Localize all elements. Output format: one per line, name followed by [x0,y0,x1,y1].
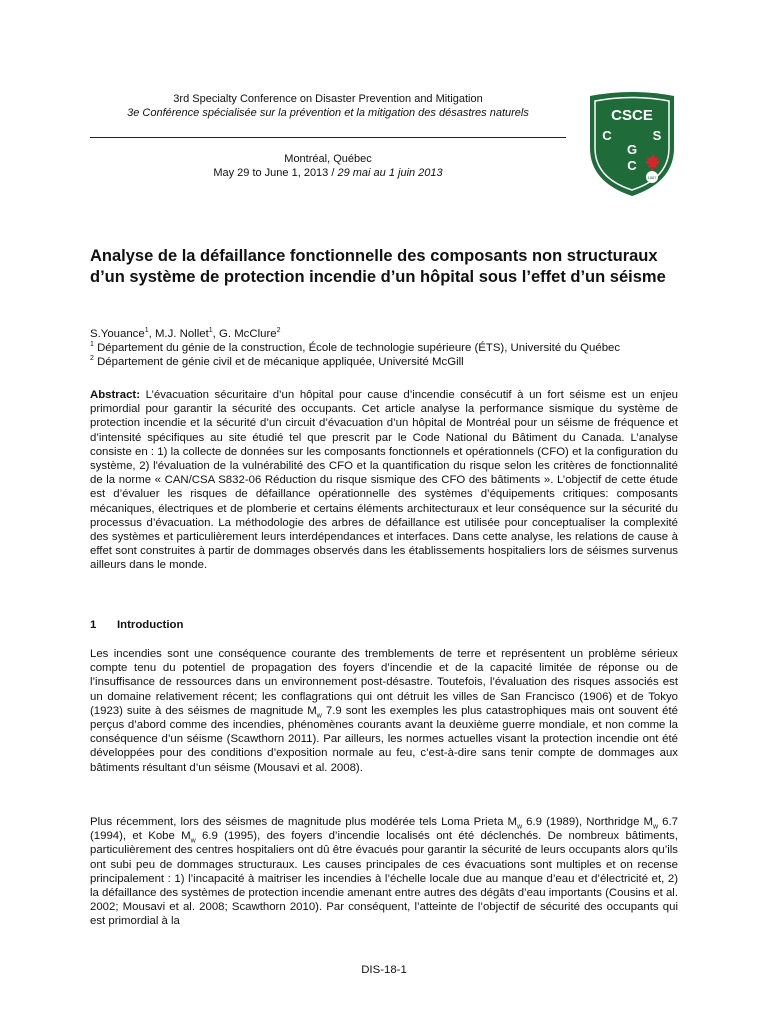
intro-paragraph-2 [90,815,678,929]
affiliation-line [90,341,690,355]
paragraph-text: 6.9 (1989), Northridge M [522,816,654,828]
paragraph-text: Les incendies sont une conséquence courante des tremblements de terre et représentent un problème sérieux compte tenu du potentiel de propagation des foyers d’incendie et de la capacité limitée de réponse ou de l’insuffisance de ressources dans un environnement post-désastre. Toutefois, l’évaluation des risques associés est un domaine relativement récent; les conflagrations qui ont détruit les villes de San Francisco (1906) et de Tokyo (1923) suite à des séismes de magnitude M [90,648,678,717]
subscript: w [316,712,322,720]
subscript: w [653,823,659,831]
author-affiliation-mark: 1 [208,327,213,335]
page-footer: DIS-18-1 [361,964,407,976]
affiliation-mark: 1 [90,341,94,349]
abstract-text: L’évacuation sécuritaire d’un hôpital pour cause d’incendie consécutif à un fort séisme est un enjeu primordial pour garantir la sécurité des occupants. Cet article analyse la performance sismique du système de protection incendie et la sécurité d’un circuit d’évacuation d’un hôpital de Montréal pour un séisme de fréquence et d’intensité spécifiques au site étudié tel que prescrit par le Code National du Bâtiment du Canada. L’analyse consiste en : 1) la collecte de données sur les composants fonctionnels et opérationnels (CFO) et la configuration du système, 2) l'évaluation de la vulnérabilité des CFO et la quantification du risque selon les critères de fonctionnalité de la norme « CAN/CSA S832-06 Réduction du risque sismique des CFO des bâtiments ». L’objectif de cette étude est d’évaluer les risques de défaillance opérationnelle des systèmes d’équipements critiques: composants mécaniques, électriques et de plomberie et certains éléments architecturaux et leur conséquence sur la sécurité du processus d’évacuation. La méthodologie des arbres de défaillance est utilisée pour conceptualiser la complexité des systèmes et particulièrement leurs interdépendances et interfaces. Dans cette analyse, les relations de cause à effet sont construites à partir de dommages observés dans les établissements hospitaliers lors de séismes survenus ailleurs dans le monde. [90,389,678,572]
affiliation-mark: 2 [90,355,94,363]
section-number: 1 [90,619,97,631]
author-list: S.Youance$^1$, M.J. Nollet$^1$, G. McClure$^2$ [90,327,281,340]
header-divider [90,137,566,138]
logo-left-letter: C [602,128,612,143]
logo-top-letters: CSCE [611,107,653,124]
subscript: w [517,823,523,831]
affiliation-text: Département du génie de la construction, École de technologie supérieure (ÉTS), Université du Québec [97,342,621,354]
conference-title-en: 3rd Specialty Conference on Disaster Prevention and Mitigation [173,93,483,105]
author-name: M.J. Nollet [154,328,209,340]
dates-fr: 29 mai au 1 juin 2013 [337,167,443,179]
logo-right-letter: S [652,128,662,143]
paragraph-text: Plus récemment, lors des séismes de magnitude plus modérée tels Loma Prieta M [90,816,517,828]
abstract [90,388,678,573]
paragraph-text: 6.7 (1994), et Kobe M [90,816,678,843]
author-affiliation-mark: 1 [144,327,149,335]
paragraph-text: 7.9 sont les exemples les plus catastrophiques mais ont souvent été perçus d’abord comme des incendies, phénomènes courants avant la deuxième guerre mondiale, et non comme la conséquence d’un séisme (Scawthorn 2011). Par ailleurs, les normes actuelles visant la protection incendie ont été développées pour des conditions d’exposition normale au feu, c’est-à-dire sans tenir compte de dommages aux bâtiments résultant d’un séisme (Mousavi et al. 2008). [90,704,678,774]
dates-en: May 29 to June 1, 2013 / [213,167,338,179]
csce-logo [586,90,678,198]
conference-location: Montréal, Québec [284,153,372,165]
paper-title: Analyse de la défaillance fonctionnelle des composants non structuraux d’un système de protection incendie d’un hôpital sous l’effet d’un séisme [90,247,666,286]
logo-bottom-letter: C [627,158,637,173]
logo-year: 1887 [647,175,657,180]
author-affiliation-mark: 2 [276,327,281,335]
logo-mid-letter: G [626,142,638,157]
section-heading [90,619,183,631]
intro-paragraph-1 [90,647,678,775]
conference-header [90,92,566,180]
conference-dates [90,166,566,180]
subscript: w [190,837,196,845]
affiliation-line [90,355,690,369]
section-title: Introduction [117,619,184,631]
conference-title-fr: 3e Conférence spécialisée sur la prévention et la mitigation des désastres naturels [127,107,529,119]
paragraph-text: 6.9 (1995), des foyers d’incendie localisés ont été déclenchés. De nombreux bâtiments, particulièrement des centres hospitaliers ont dû être évacués pour garantir la sécurité de leurs occupants alors qu’ils ont subi peu de dommages structuraux. Les causes principales de ces évacuations sont multiples et on recense principalement : 1) l’incapacité à maitriser les incendies à l’échelle locale due au manque d’eau et d’électricité et, 2) la défaillance des systèmes de protection incendie amenant entre autres des dégâts d’eau importants (Cousins et al. 2002; Mousavi et al. 2008; Scawthorn 2010). Par conséquent, l’atteinte de l’objectif de sécurité des occupants qui est primordial à la [90,830,678,928]
affiliation-text: Département de génie civil et de mécanique appliquée, Université McGill [97,356,464,368]
author-name: G. McClure [219,328,277,340]
abstract-label: Abstract: [90,389,141,401]
author-name: S.Youance [90,328,145,340]
authors-block [90,327,690,369]
